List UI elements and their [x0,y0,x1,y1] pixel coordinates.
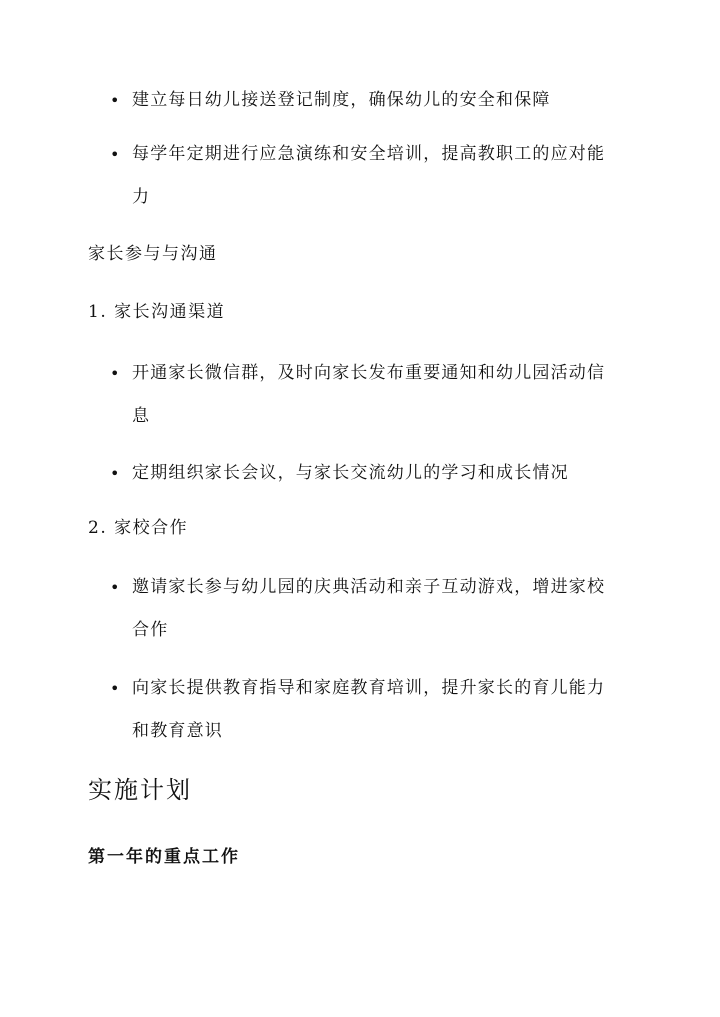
channels-item-2-line-1: 定期组织家长会议，与家长交流幼儿的学习和成长情况 [132,463,569,483]
channels-item-1-line-2: 息 [132,406,151,426]
channels-heading: 1. 家长沟通渠道 [88,302,226,322]
cooperation-item-2-line-1: 向家长提供教育指导和家庭教育培训，提升家长的育儿能力 [132,678,606,698]
safety-item-2-line-1: 每学年定期进行应急演练和安全培训，提高教职工的应对能 [132,144,606,164]
bullet-marker: • [110,91,120,110]
cooperation-item-2-line-2: 和教育意识 [132,721,223,741]
parent-section-heading: 家长参与与沟通 [88,244,218,264]
cooperation-heading: 2. 家校合作 [88,518,189,538]
bullet-marker: • [110,578,120,597]
bullet-marker: • [110,464,120,483]
implementation-title: 实施计划 [88,776,192,804]
first-year-heading: 第一年的重点工作 [88,847,240,867]
bullet-marker: • [110,679,120,698]
safety-item-1-line-1: 建立每日幼儿接送登记制度，确保幼儿的安全和保障 [132,90,551,110]
safety-item-2-line-2: 力 [132,187,151,207]
channels-item-1-line-1: 开通家长微信群，及时向家长发布重要通知和幼儿园活动信 [132,363,606,383]
cooperation-item-1-line-1: 邀请家长参与幼儿园的庆典活动和亲子互动游戏，增进家校 [132,577,606,597]
bullet-marker: • [110,364,120,383]
bullet-marker: • [110,145,120,164]
cooperation-item-1-line-2: 合作 [132,620,169,640]
